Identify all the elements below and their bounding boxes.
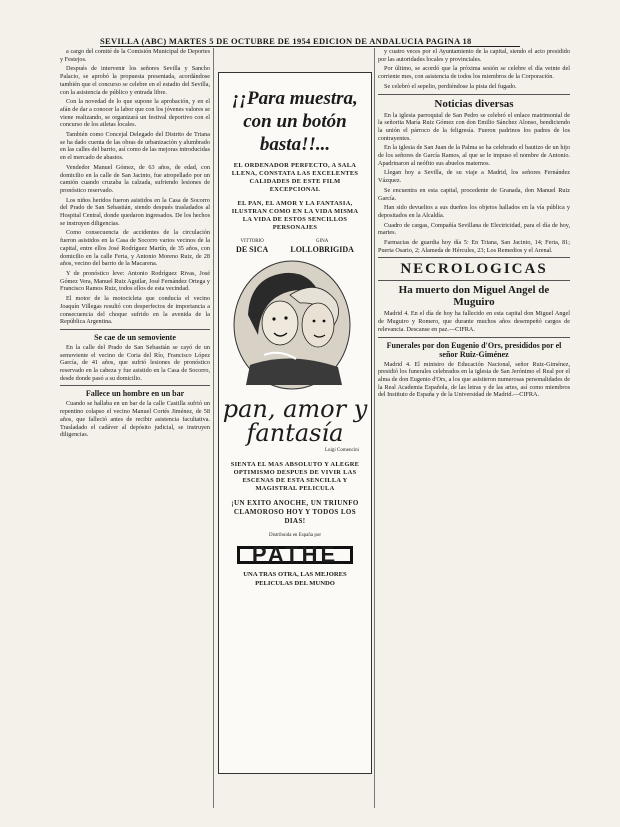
ad-cast <box>225 238 365 253</box>
ad-intro: EL ORDENADOR PERFECTO, A SALA LLENA, CONSTATA LAS EXCELENTES CALIDADES DE ESTE FILM EXCEPCIONAL <box>231 162 359 193</box>
article-paragraph: Por último, se acordó que la próxima sesión se celebre el día veinte del corriente mes, con asistencia de todos los miembros de la Corporación. <box>378 65 570 81</box>
left-column <box>60 48 210 818</box>
article-paragraph: y cuatro veces por el Ayuntamiento de la capital, siendo el acto presidido por las autoridades locales y provinciales. <box>378 48 570 63</box>
cast-member <box>236 238 268 253</box>
brand-note: Distribuida en España por <box>268 533 322 539</box>
ad-pitch: SIENTA EL MAS ABSOLUTO Y ALEGRE OPTIMISMO DESPUES DE VIVIR LAS ESCENAS DE ESTA SENCILLA Y MAGISTRAL PELICULA <box>230 461 360 493</box>
cast-name: LOLLOBRIGIDA <box>290 244 354 254</box>
article-paragraph: Madrid 4. El ministro de Educación Nacional, señor Ruiz-Giménez, presidió los funerales celebrados en la iglesia de San Jerónimo el Real por el alma de don Eugenio d'Ors, a los que asistieron numerosas personalidades de la Real Academia Española, de las letras y de las artes, así como miembros del Instituto de España y de la Universidad de Madrid.—CIFRA. <box>378 360 570 399</box>
column-divider <box>374 48 375 808</box>
article-paragraph: Como consecuencia de accidentes de la circulación fueron asistidos en la Casa de Socorro varios vecinos de la capital, entre ellos José Rodríguez Martín, de 35 años, con domicilio en la calle Feria, y Antonio Moreno Ruiz, de 28 años, vecino del barrio de la Macarena. <box>60 229 210 268</box>
headline-muguiro: Ha muerto don Miguel Angel de Muguiro <box>398 284 550 309</box>
section-rule <box>60 385 210 386</box>
section-rule <box>378 337 570 338</box>
section-rule <box>378 257 570 258</box>
headline-fallece: Fallece un hombre en un bar <box>85 389 185 399</box>
article-paragraph: Han sido devueltos a sus dueños los objetos hallados en la vía pública y depositados en la Alcaldía. <box>378 204 570 219</box>
section-rule <box>60 329 210 330</box>
headline-funerales: Funerales por don Eugenio d'Ors, presididos por el señor Ruiz-Giménez <box>386 340 562 359</box>
couple-illustration <box>230 255 360 395</box>
cast-label: GINA <box>315 239 329 244</box>
article-paragraph: Cuadro de cargas, Compañía Sevillana de Electricidad, para el día de hoy, martes. <box>378 221 570 237</box>
ad-intro-2: EL PAN, EL AMOR Y LA FANTASIA, ILUSTRAN COMO EN LA VIDA MISMA LA VIDA DE ESTOS SENCILLOS PERSONAJES <box>231 200 359 231</box>
pathe-logo: PATHE <box>237 546 353 564</box>
article-paragraph: Farmacias de guardia hoy día 5: En Triana, San Jacinto, 14; Feria, 81; Puerta Osario, 2; Alameda de Hércules, 23; Los Remedios y el Arenal. <box>378 239 570 254</box>
film-advertisement <box>218 72 372 774</box>
article-paragraph: En la iglesia de San Juan de la Palma se ha celebrado el bautizo de un hijo de los señores de García Ramos, al que se le impuso el nombre de Antonio. Apadrinaron al neófito sus abuelos maternos. <box>378 144 570 167</box>
article-paragraph: a cargo del comité de la Comisión Municipal de Deportes y Festejos. <box>60 48 210 63</box>
necrologicas-title: NECROLOGICAS <box>400 261 548 278</box>
article-paragraph: En la calle del Prado de San Sebastián se cayó de un semoviente el vecino de Coria del Río, Francisco López García, de 41 años, que sufrió lesiones de pronóstico reservado en la cabeza y fue asistido en la Casa de Socorro, desde donde pasó a su domicilio. <box>60 343 210 382</box>
ad-footer: UNA TRAS OTRA, LAS MEJORES PELICULAS DEL MUNDO <box>243 570 347 587</box>
article-paragraph: Con la novedad de lo que supone la aprobación, y en el afán de dar a conocer la labor que con los jóvenes valores se viene realizando, se organizará un festival deportivo con el concurso de los atletas locales. <box>60 98 210 129</box>
page-header: SEVILLA (ABC) MARTES 5 DE OCTUBRE DE 1954 EDICION DE ANDALUCIA PAGINA 18 <box>100 36 520 47</box>
section-rule <box>378 280 570 281</box>
film-title: pan, amor y fantasía <box>222 395 368 448</box>
cast-member <box>290 238 354 253</box>
section-rule <box>378 94 570 95</box>
article-paragraph: Después de intervenir los señores Sevilla y Sancho Palacio, se aprobó la propuesta presentada, acordándose también que el concurso se celebre en el estadio del Sevilla, con la asistencia de público y entrada libre. <box>60 65 210 96</box>
article-paragraph: Llegan hoy a Sevilla, de su viaje a Madrid, los señores Fernández Vázquez. <box>378 169 570 185</box>
column-divider <box>213 48 214 808</box>
article-paragraph: Cuando se hallaba en un bar de la calle Castilla sufrió un repentino colapso el vecino Manuel Cortés Jiménez, de 58 años, que falleció antes de recibir asistencia facultativa. Trasladado el cadáver al depósito judicial, se instruyen diligencias. <box>60 400 210 439</box>
film-credit: Luigi Comencini <box>324 448 359 454</box>
ad-slogan: ¡¡Para muestra, con un botón basta!!... <box>232 88 358 155</box>
cast-label: VITTORIO <box>240 239 264 244</box>
article-paragraph: En la iglesia parroquial de San Pedro se celebró el enlace matrimonial de la señorita María Ruiz Gómez con don Emilio Sánchez Alonso, bendiciendo la unión el párroco de la feligresía. Fueron padrinos los padres de los contrayentes. <box>378 111 570 142</box>
article-paragraph: El motor de la motocicleta que conducía el vecino Joaquín Villegas resultó con desperfectos de importancia a consecuencia del choque sufrido en la avenida de la República Argentina. <box>60 295 210 326</box>
article-paragraph: Se celebró el sepelio, perdiéndose la pista del fugado. <box>384 82 517 90</box>
article-paragraph: También como Concejal Delegado del Distrito de Triana se ha dado cuenta de las obras de urbanización y alumbrado en las calles del barrio, así como de las mejoras introducidas en el mercado de abastos. <box>60 131 210 162</box>
headline-noticias: Noticias diversas <box>434 97 514 110</box>
cast-name: DE SICA <box>236 244 269 254</box>
ad-triumph: ¡UN EXITO ANOCHE, UN TRIUNFO CLAMOROSO HOY Y TODOS LOS DIAS! <box>231 499 359 526</box>
headline-semoviente: Se cae de un semoviente <box>94 332 176 342</box>
article-paragraph: Y de pronóstico leve: Antonio Rodríguez Rivas, José Gómez Vera, Manuel Ruiz Aguilar, José Fernández Ortega y Francisco Ramos Ruiz, todos ellos de esta vecindad. <box>60 269 210 293</box>
right-column <box>378 48 570 818</box>
article-paragraph: Vendedor Manuel Gómez, de 63 años, de edad, con domicilio en la calle de San Jacinto, fue atropellado por un camión cuando cruzaba la calzada, sufriendo lesiones de pronóstico reservado. <box>60 163 210 194</box>
article-paragraph: Madrid 4. En el día de hoy ha fallecido en esta capital don Miguel Angel de Muguiro y Romero, que durante muchos años desempeñó cargos de relevancia. Descanse en paz.—CIFRA. <box>378 310 570 333</box>
article-paragraph: Se encuentra en esta capital, procedente de Granada, don Manuel Ruiz García. <box>378 186 570 202</box>
article-paragraph: Los niños heridos fueron asistidos en la Casa de Socorro del Prado de San Sebastián, siendo después trasladados al Hospital Central, donde quedaron ingresados. De los hechos se instruyen diligencias. <box>60 196 210 227</box>
